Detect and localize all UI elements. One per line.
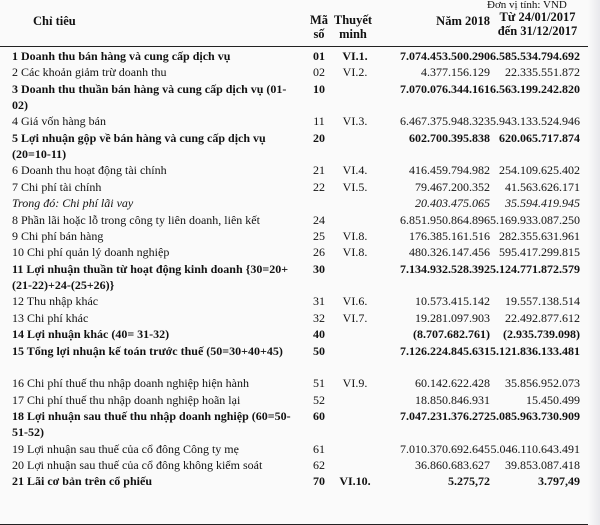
row-label: 19 Lợi nhuận sau thuế của cổ đông Công ty mẹ [12,441,239,456]
row-note: VI.4. [342,163,368,178]
row-code: 62 [313,458,325,472]
row-value-2017: 5.124.771.872.579 [490,261,580,276]
row-value-2018: 19.281.097.903 [415,310,490,325]
row-code: 25 [313,229,325,243]
table-row [0,212,600,228]
row-code: 50 [313,343,325,358]
row-value-2018: 7.126.224.845.631 [400,343,490,358]
row-value-2017: 41.563.626.171 [505,179,580,194]
row-value-2018: 60.142.622.428 [415,376,490,391]
row-note: VI.7. [342,310,368,325]
table-row [0,179,600,195]
row-label: 8 Phần lãi hoặc lỗ trong công ty liên doanh, liên kết [12,212,260,227]
row-code: 30 [313,261,325,276]
row-value-2017: 35.594.419.945 [505,196,580,211]
row-label: 16 Chi phí thuế thu nhập doanh nghiệp hiện hành [12,376,249,391]
table-row [0,343,600,376]
row-label: 20 Lợi nhuận sau thuế của cổ đông không kiểm soát [12,458,263,472]
row-value-2018: 416.459.794.982 [409,163,490,178]
row-note: VI.8. [342,229,368,243]
row-value-2017: 5.046.110.643.491 [490,441,580,456]
row-label: 5 Lợi nhuận gộp về bán hàng và cung cấp dịch vụ (20=10-11) [12,130,266,161]
header-chi-tieu: Chỉ tiêu [33,14,76,28]
row-note: VI.6. [342,294,368,309]
row-value-2018: 79.467.200.352 [415,179,490,194]
row-value-2017: 15.450.499 [526,392,580,407]
row-value-2018: 10.573.415.142 [415,294,490,309]
row-code: 61 [313,441,325,456]
row-value-2018: 7.047.231.376.272 [400,409,490,423]
row-value-2018: 6.467.375.948.323 [400,114,490,129]
header-thuyet-minh: Thuyết minh [333,13,373,41]
row-label: 15 Tổng lợi nhuận kế toán trước thuế (50=30+40+45) [12,343,283,358]
row-value-2018: 7.134.932.528.392 [400,261,490,276]
row-label: 21 Lãi cơ bản trên cổ phiếu [12,474,152,489]
table-row [0,310,600,326]
row-code: 31 [313,294,325,309]
table-row [0,293,600,309]
row-value-2018: 7.074.453.500.290 [400,49,490,63]
row-value-2017: 22.335.551.872 [505,65,580,80]
row-value-2017: 22.492.877.612 [505,310,580,325]
row-code: 51 [313,376,325,391]
row-code: 20 [313,130,325,145]
header-ma-so: Mã số [309,13,329,41]
row-value-2017: 595.417.299.815 [499,245,580,260]
row-code: 32 [313,310,325,325]
row-note: VI.10. [339,474,371,489]
row-note: VI.9. [342,376,368,391]
row-label: 12 Thu nhập khác [12,294,99,309]
row-value-2017: 620.065.717.874 [499,130,580,145]
unit-note: Đơn vị tính: VND [487,0,567,11]
row-value-2017: 19.557.138.514 [505,294,580,309]
row-value-2017: 5.085.963.730.909 [490,409,580,423]
row-note: VI.5. [342,179,368,194]
row-value-2018: 4.377.156.129 [421,65,490,80]
table-row [0,162,600,178]
row-value-2017: 5.943.133.524.946 [490,114,580,129]
table-row [0,48,600,64]
row-label: 14 Lợi nhuận khác (40= 31-32) [12,327,170,342]
row-label: 9 Chi phí bán hàng [12,229,104,243]
table-row [0,408,600,441]
row-label: 11 Lợi nhuận thuần từ hoạt động kinh doanh {30=20+(21-22)+24-(25+26)} [12,261,289,292]
row-label: 6 Doanh thu hoạt động tài chính [12,163,167,178]
row-value-2017: 5.169.933.087.250 [490,212,580,227]
row-label: 3 Doanh thu thuần bán hàng và cung cấp dịch vụ (01-02) [12,81,287,112]
row-value-2018: 20.403.475.065 [415,196,490,211]
table-row [0,64,600,80]
row-code: 60 [313,409,325,423]
row-label: 18 Lợi nhuận sau thuế thu nhập doanh nghiệp (60=50-51-52) [12,409,291,439]
table-row [0,392,600,408]
row-code: 01 [313,49,325,63]
table-row [0,244,600,260]
row-value-2018: 6.851.950.864.896 [400,212,490,227]
row-value-2017: 3.797,49 [538,474,580,489]
row-label: 7 Chi phí tài chính [12,179,102,194]
row-value-2017: 39.853.087.418 [505,458,580,472]
table-row [0,326,600,342]
row-value-2018: 7.010.370.692.645 [400,441,490,456]
row-value-2018: 36.860.683.627 [415,458,490,472]
header-divider [0,46,600,47]
row-code: 11 [313,114,325,129]
row-value-2018: 7.070.076.344.161 [400,81,490,96]
table-row [0,457,600,473]
row-value-2017: 5.121.836.133.481 [490,343,580,358]
row-value-2017: 6.563.199.242.820 [490,81,580,96]
row-value-2017: 6.585.534.794.692 [490,49,580,63]
row-note: VI.3. [342,114,368,129]
row-note: VI.2. [342,65,368,80]
row-code: 70 [313,474,325,489]
row-label: 17 Chi phí thuế thu nhập doanh nghiệp hoãn lại [12,392,241,407]
table-row [0,81,600,114]
row-label: Trong đó: Chi phí lãi vay [12,196,134,211]
row-value-2017: 282.355.631.961 [499,229,580,243]
row-value-2018: (8.707.682.761) [413,327,490,342]
row-note: VI.1. [342,49,368,63]
row-label: 13 Chi phí khác [12,310,89,325]
row-label: 4 Giá vốn hàng bán [12,114,106,129]
row-value-2017: 35.856.952.073 [505,376,580,391]
table-row [0,473,600,489]
row-value-2018: 5.275,72 [448,474,490,489]
row-label: 2 Các khoản giảm trừ doanh thu [12,65,167,80]
row-label: 1 Doanh thu bán hàng và cung cấp dịch vụ [12,49,231,63]
row-value-2017: (2.935.739.098) [503,327,580,342]
row-code: 24 [313,212,325,227]
row-code: 02 [313,65,325,80]
row-code: 22 [313,179,325,194]
table-row [0,375,600,391]
page-edge [588,0,600,525]
table-row [0,261,600,294]
row-value-2017: 254.109.625.402 [499,163,580,178]
table-row [0,441,600,457]
header-period-2017: Từ 24/01/2017 đến 31/12/2017 [497,10,578,38]
row-label: 10 Chi phí quản lý doanh nghiệp [12,245,170,260]
header-nam-2018: Năm 2018 [436,14,490,28]
row-code: 26 [313,245,325,260]
table-row [0,195,600,211]
row-code: 21 [313,163,325,178]
row-code: 52 [313,392,325,407]
row-value-2018: 602.700.395.838 [409,130,490,145]
table-row [0,228,600,244]
row-code: 10 [313,81,325,96]
table-row [0,130,600,163]
table-header [0,0,600,46]
row-value-2018: 176.385.161.516 [409,229,490,243]
row-code: 40 [313,327,325,342]
row-note: VI.8. [342,245,368,260]
row-value-2018: 480.326.147.456 [409,245,490,260]
row-value-2018: 18.850.846.931 [415,392,490,407]
table-row [0,113,600,129]
